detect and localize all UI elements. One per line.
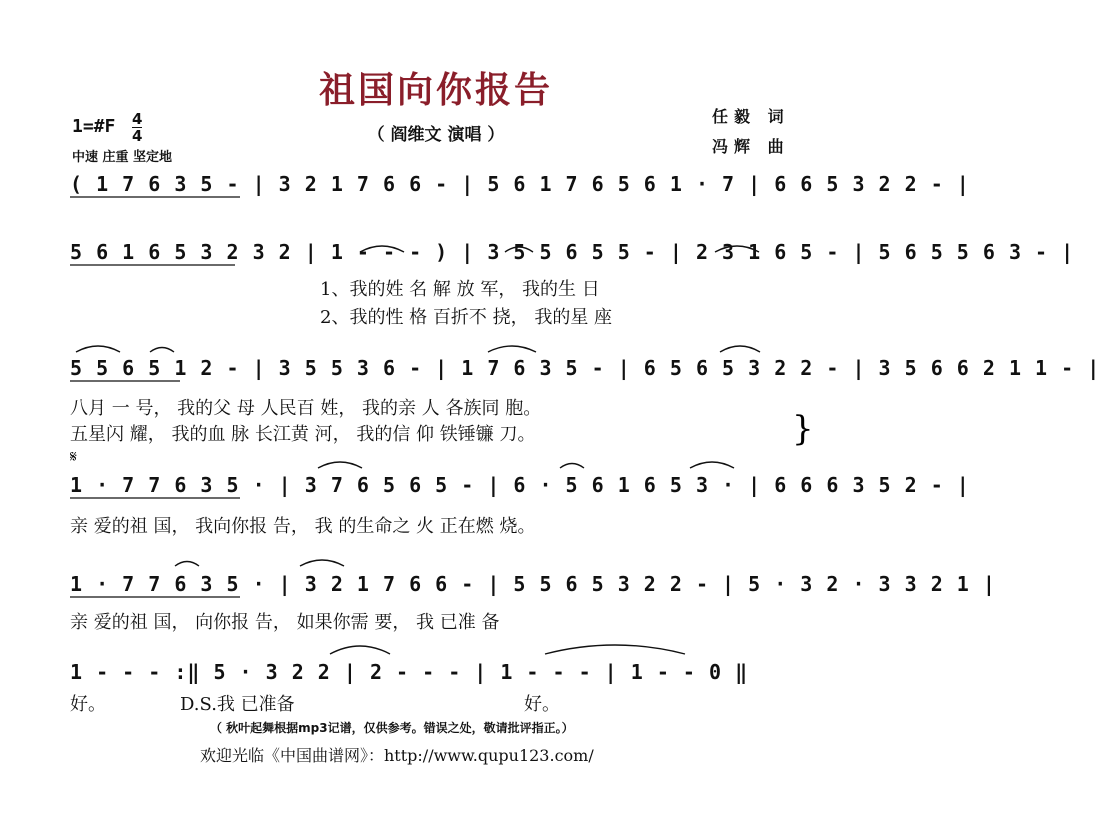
slur-mark bbox=[330, 646, 390, 654]
lyric-line-6-end: 好。 bbox=[524, 694, 560, 715]
slur-mark bbox=[76, 346, 120, 352]
slur-mark bbox=[715, 246, 759, 252]
site-credit: 欢迎光临《中国曲谱网》：http://www.qupu123.com/ bbox=[200, 746, 594, 765]
slur-mark bbox=[488, 346, 536, 352]
lyric-line-6-start: 好。 bbox=[70, 694, 106, 715]
lyric-line-6-ds: D.S.我 已准备 bbox=[180, 694, 295, 715]
slur-mark bbox=[300, 560, 344, 566]
notation-row-6: 1 - - - :‖ 5 · 3 2 2 | 2 - - - | 1 - - - | 1 - - 0 ‖ bbox=[70, 660, 749, 684]
lyric-verse2-a: 2、我的性 格 百折不 挠， 我的星 座 bbox=[320, 307, 613, 328]
slur-mark bbox=[175, 562, 199, 567]
lyric-verse2-b: 五星闪 耀， 我的血 脉 长江黄 河， 我的信 仰 铁锤镰 刀。 bbox=[70, 424, 536, 445]
slur-mark bbox=[690, 462, 734, 468]
slur-mark bbox=[560, 464, 584, 469]
composer-credit: 冯辉 曲 bbox=[712, 137, 790, 156]
lyric-line-4: 亲 爱的祖 国， 我向你报 告， 我 的生命之 火 正在燃 烧。 bbox=[70, 516, 536, 537]
transcription-note: （ 秋叶起舞根据mp3记谱，仅供参考。错误之处，敬请批评指正。） bbox=[210, 721, 574, 735]
segno-icon: 𝄋 bbox=[70, 447, 77, 466]
notation-row-1: ( 1 7 6 3 5 - | 3 2 1 7 6 6 - | 5 6 1 7 6 5 6 1 · 7 | 6 6 5 3 2 2 - | bbox=[70, 172, 970, 196]
lyric-line-5: 亲 爱的祖 国， 向你报 告， 如果你需 要， 我 已准 备 bbox=[70, 612, 500, 633]
key-signature: 1=#F bbox=[72, 116, 116, 137]
notation-row-3: 5 5 6 5 1 2 - | 3 5 5 3 6 - | 1 7 6 3 5 - | 6 5 6 5 3 2 2 - | 3 5 6 6 2 1 1 - | bbox=[70, 356, 1100, 380]
notation-row-5: 1 · 7 7 6 3 5 · | 3 2 1 7 6 6 - | 5 5 6 5 3 2 2 - | 5 · 3 2 · 3 3 2 1 | bbox=[70, 572, 996, 596]
slur-mark bbox=[318, 462, 362, 468]
slur-mark bbox=[150, 348, 174, 353]
tempo-marking: 中速 庄重 坚定地 bbox=[72, 150, 173, 165]
meter-top: 4 bbox=[132, 110, 143, 128]
brace-icon: } bbox=[792, 409, 814, 449]
notation-row-2: 5 6 1 6 5 3 2 3 2 | 1 - - - ) | 3 5 5 6 5 5 - | 2 3 1 6 5 - | 5 6 5 5 6 3 - | bbox=[70, 240, 1075, 264]
lyric-verse1-a: 1、我的姓 名 解 放 军， 我的生 日 bbox=[320, 279, 600, 300]
lyricist-credit: 任毅 词 bbox=[712, 107, 790, 126]
lyric-verse1-b: 八月 一 号， 我的父 母 人民百 姓， 我的亲 人 各族同 胞。 bbox=[70, 398, 542, 419]
song-title: 祖国向你报告 bbox=[318, 70, 553, 111]
singer-credit: （ 阎维文 演唱 ） bbox=[367, 125, 505, 145]
slur-mark bbox=[360, 246, 404, 252]
notation-row-4: 1 · 7 7 6 3 5 · | 3 7 6 5 6 5 - | 6 · 5 6 1 6 5 3 · | 6 6 6 3 5 2 - | bbox=[70, 473, 970, 497]
slur-mark bbox=[720, 346, 760, 352]
slur-mark bbox=[505, 247, 533, 252]
meter-bottom: 4 bbox=[132, 127, 143, 145]
slur-mark bbox=[545, 645, 685, 654]
